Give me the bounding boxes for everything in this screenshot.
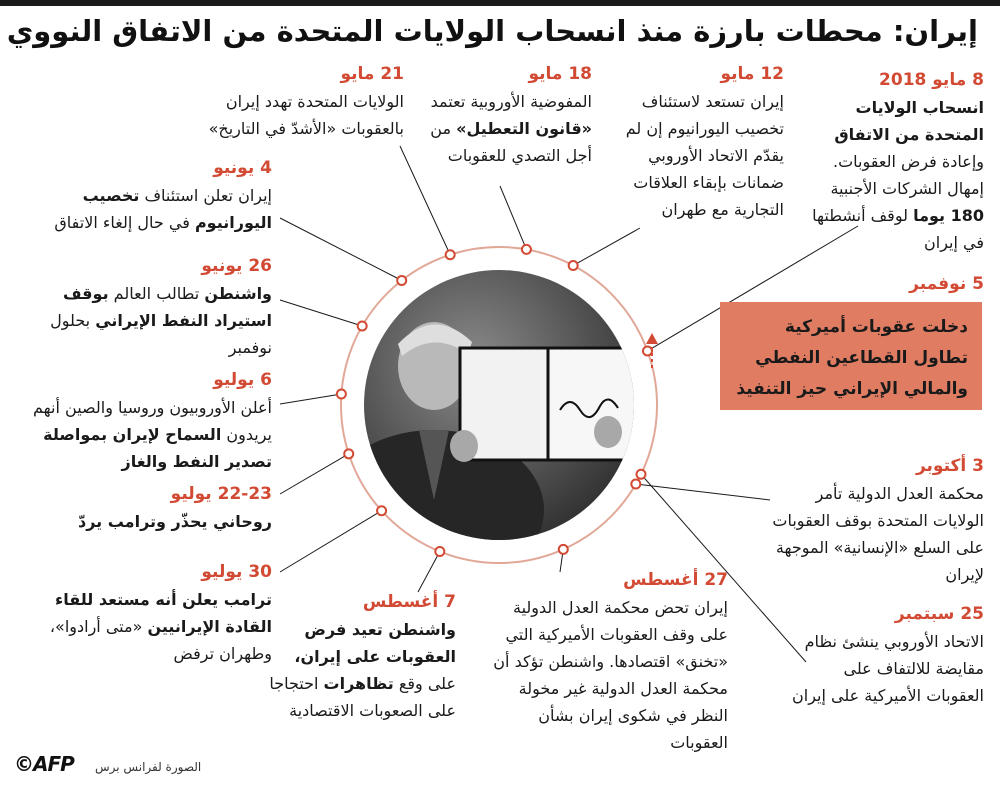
event-june-4: 4 يونيو إيران تعلن استئناف تخصيب اليورانيوم في حال إلغاء الاتفاق — [54, 158, 272, 232]
event-may-18: 18 مايو المفوضية الأوروبية تعتمد «قانون التعطيل» من أجل التصدي للعقوبات — [430, 64, 592, 165]
event-july-30: 30 يوليو ترامب يعلن أنه مستعد للقاء القادة الإيرانيين «متى أرادوا»، وطهران ترفض — [49, 562, 272, 663]
event-july-6: 6 يوليو أعلن الأوروبيون وروسيا والصين أنهم يريدون السماح لإيران بمواصلة تصدير النفط والغاز — [33, 370, 272, 471]
event-september-25: 25 سبتمبر الاتحاد الأوروبي ينشئ نظام مقايضة للالتفاف على العقوبات الأميركية على إيران — [792, 604, 984, 705]
timeline-dot-5 — [358, 322, 367, 331]
timeline-dot-1 — [569, 261, 578, 270]
connector-line-9 — [418, 551, 440, 592]
event-july-22-23: 22-23 يوليو روحاني يحذّر وترامب يردّ — [78, 484, 272, 531]
event-november-5: 5 نوفمبر — [909, 274, 984, 294]
connector-line-7 — [280, 454, 349, 494]
highlight-box-november-5: دخلت عقوبات أميركية تطاول القطاعين النفطي والمالي الإيراني حيز التنفيذ — [720, 302, 982, 410]
event-august-27: 27 أغسطس إيران تحض محكمة العدل الدولية على وقف العقوبات الأميركية التي «تخنق» اقتصادها. واشنطن تؤكد أن محكمة العدل الدولية غير مخولة النظر في شكوى إيران بشأن العقوبات — [493, 570, 728, 752]
connector-line-8 — [280, 511, 382, 572]
timeline-dot-10 — [559, 545, 568, 554]
connector-line-6 — [280, 394, 341, 404]
timeline-dot-3 — [446, 250, 455, 259]
event-august-7: 7 أغسطس واشنطن تعيد فرض العقوبات على إيران، على وقع تظاهرات احتجاجا على الصعوبات الاقتصادية — [269, 592, 456, 720]
timeline-dot-11 — [637, 470, 646, 479]
timeline-dot-2 — [522, 245, 531, 254]
timeline-dot-6 — [337, 389, 346, 398]
photo-trump-signing — [364, 270, 634, 540]
event-june-26: 26 يونيو واشنطن تطالب العالم بوقف استيراد النفط الإيراني بحلول نوفمبر — [50, 256, 272, 357]
event-october-3: 3 أكتوبر محكمة العدل الدولية تأمر الولايات المتحدة بوقف العقوبات على السلع «الإنسانية» الموجهة لإيران — [772, 456, 984, 584]
afp-logo: ©AFP — [14, 752, 74, 776]
connector-line-5 — [280, 300, 362, 326]
timeline-dot-7 — [344, 449, 353, 458]
timeline-dot-9 — [435, 547, 444, 556]
connector-line-4 — [280, 218, 402, 280]
connector-line-2 — [500, 186, 526, 249]
event-may-21: 21 مايو الولايات المتحدة تهدد إيران بالعقوبات «الأشدّ في التاريخ» — [208, 64, 404, 138]
event-may-12: 12 مايو إيران تستعد لاستئناف تخصيب اليورانيوم إن لم يقدّم الاتحاد الأوروبي ضمانات بإبقاء العلاقات التجارية مع طهران — [625, 64, 784, 219]
timeline-dot-4 — [397, 276, 406, 285]
arrow-head-icon — [646, 333, 658, 344]
timeline-dot-8 — [377, 506, 386, 515]
connector-line-1 — [573, 228, 640, 265]
event-may-8-2018: 8 مايو 2018 انسحاب الولايات المتحدة من الاتفاق وإعادة فرض العقوبات. إمهال الشركات الأجنبية 180 يوما لوقف أنشطتها في إيران — [812, 70, 984, 252]
photo-credit: الصورة لفرانس برس — [95, 760, 202, 774]
timeline-dot-12 — [631, 480, 640, 489]
page-title: إيران: محطات بارزة منذ انسحاب الولايات المتحدة من الاتفاق النووي — [6, 14, 978, 48]
timeline-dot-0 — [643, 346, 652, 355]
